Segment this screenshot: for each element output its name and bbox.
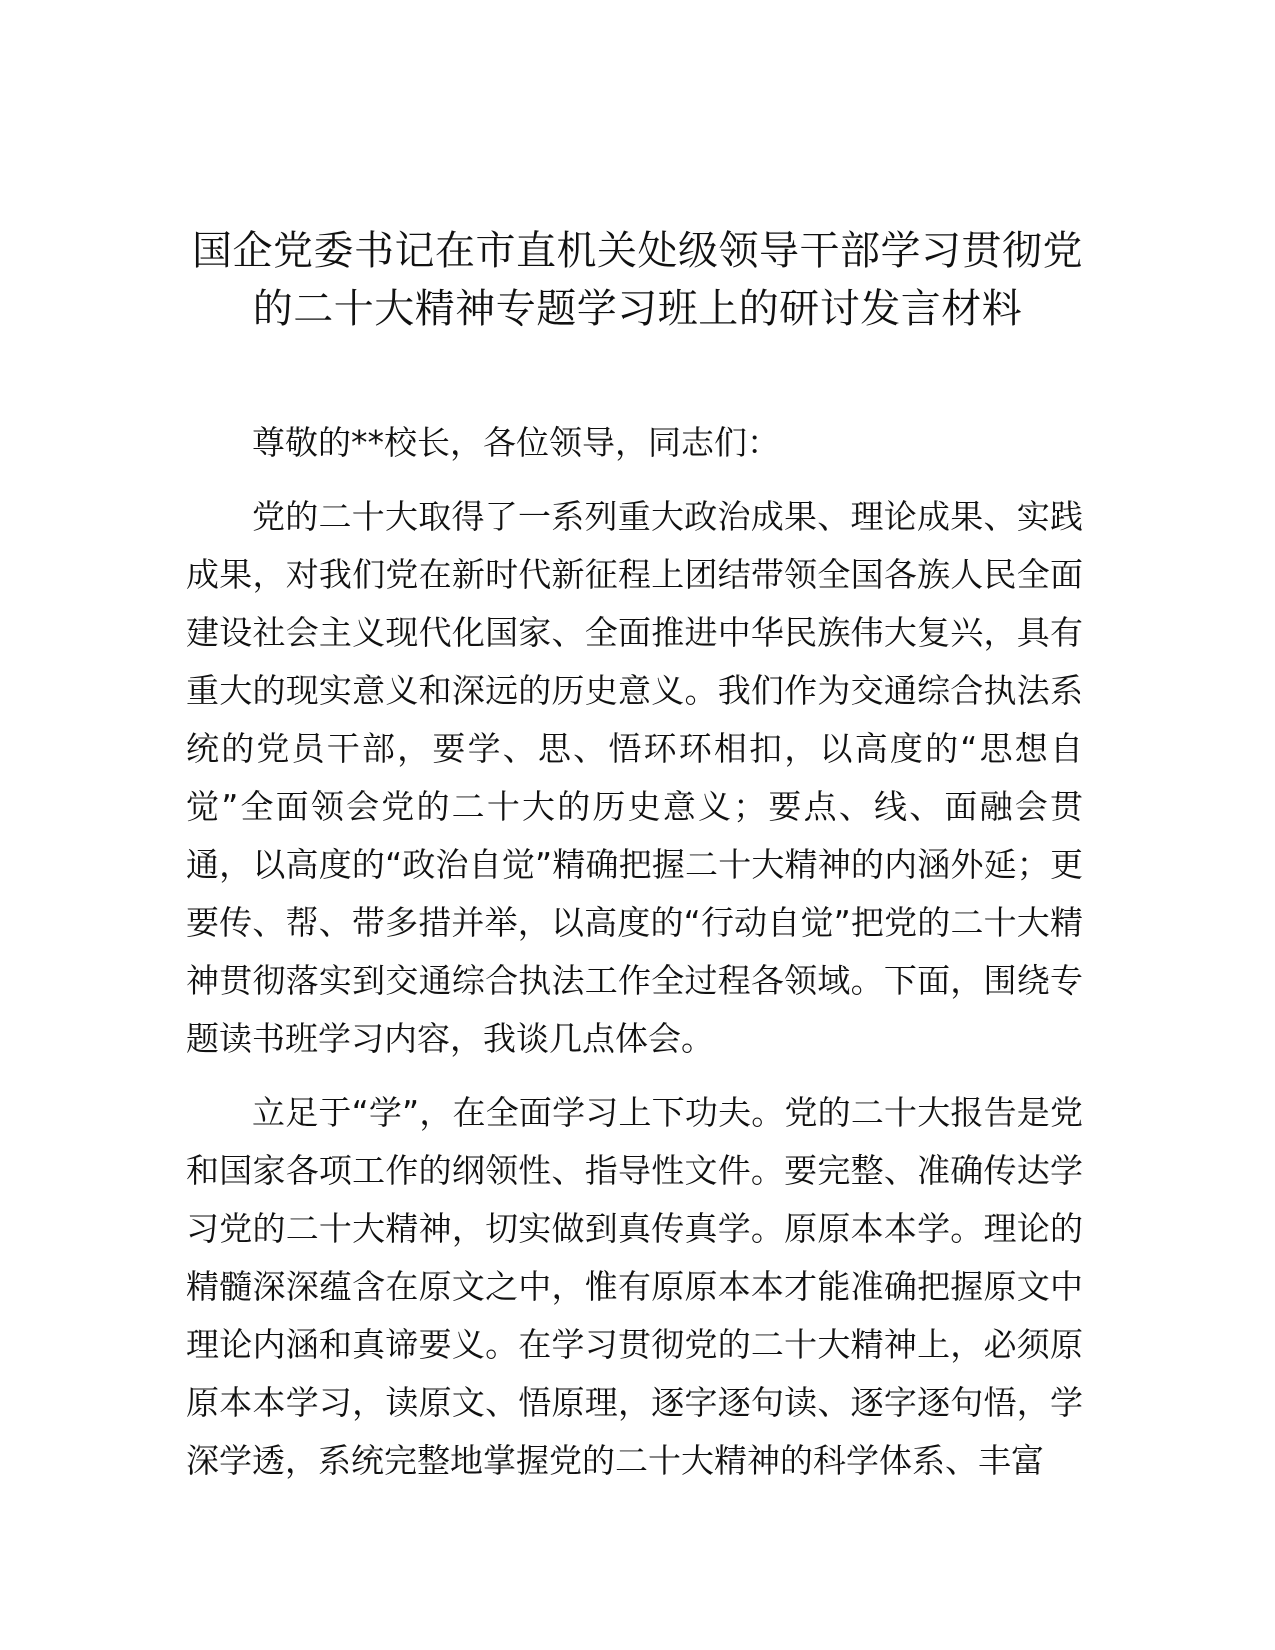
body-paragraph-1: 党的二十大取得了一系列重大政治成果、理论成果、实践成果，对我们党在新时代新征程上团结带领全国各族人民全面建设社会主义现代化国家、全面推进中华民族伟大复兴，具有重大的现实意义和深远的历史意义。我们作为交通综合执法系统的党员干部，要学、思、悟环环相扣，以高度的“思想自觉”全面领会党的二十大的历史意义；要点、线、面融会贯通，以高度的“政治自觉”精确把握二十大精神的内涵外延；更要传、帮、带多措并举，以高度的“行动自觉”把党的二十大精神贯彻落实到交通综合执法工作全过程各领域。下面，围绕专题读书班学习内容，我谈几点体会。 bbox=[186, 497, 1083, 1058]
salutation: 尊敬的**校长，各位领导，同志们： bbox=[252, 423, 780, 462]
document-body bbox=[186, 414, 1083, 1490]
document-title: 国企党委书记在市直机关处级领导干部学习贯彻党的二十大精神专题学习班上的研讨发言材料 bbox=[192, 228, 1083, 332]
body-paragraph-2: 立足于“学”，在全面学习上下功夫。党的二十大报告是党和国家各项工作的纲领性、指导性文件。要完整、准确传达学习党的二十大精神，切实做到真传真学。原原本本学。理论的精髓深深蕴含在原文之中，惟有原原本本才能准确把握原文中理论内涵和真谛要义。在学习贯彻党的二十大精神上，必须原原本本学习，读原文、悟原理，逐字逐句读、逐字逐句悟，学深学透，系统完整地掌握党的二十大精神的科学体系、丰富 bbox=[186, 1093, 1083, 1480]
